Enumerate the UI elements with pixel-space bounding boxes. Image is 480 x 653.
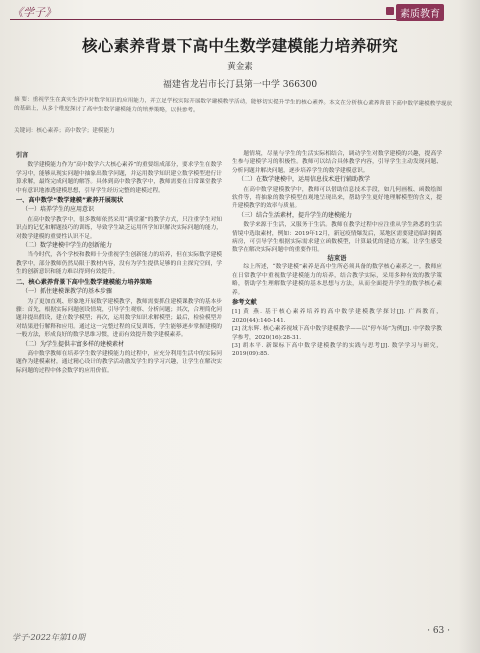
subsection-heading: （三）结合生活素材，提升学生的建模能力 xyxy=(238,211,353,219)
section-tag: 素质教育 xyxy=(396,4,444,21)
header-rule xyxy=(10,19,432,20)
section-heading: 一、高中数学“数学建模”素养开展现状 xyxy=(16,197,124,205)
right-column-body xyxy=(232,150,442,297)
article-author: 黄金素 xyxy=(227,62,253,72)
body-paragraph: 当今时代，各个学校和教师十分重视学生创新能力的培养，但在实际数学建模教学中，部分教师仍然局限于教材内容，没有为学生提供足够的自主探究空间，学生的创新意识和能力难以得到有效提升。 xyxy=(16,252,222,276)
body-paragraph: 题情境，尽量与学生的生活实际相结合，调动学生对数学建模的兴趣，提高学生参与建模学习的积极性。教师可以结合具体教学内容，引导学生主动发现问题、分析问题并解决问题，逐步培养学生的数学建模意识。 xyxy=(232,151,442,174)
body-paragraph: 为了更加直观、形象地开展数学建模教学，教师需要抓住建模课教学的基本步骤：首先，根据实际问题创设情境，引导学生观察、分析问题；其次，合理简化问题并提出假设，建立数学模型；再次，运用数学知识求解模型；最后，检验模型并对结果进行解释和应用。通过这一完整过程的反复训练，学生能够逐步掌握建模的一般方法，形成良好的数学思维习惯，进而有效提升数学建模素养。 xyxy=(16,298,222,339)
article-title: 核心素养背景下高中生数学建模能力培养研究 xyxy=(81,37,398,55)
body-paragraph: 数学建模能力作为“高中数学六大核心素养”的重要组成部分，要求学生在数学学习中，能够从现实问题中抽象出数学问题，并运用数学知识建立数学模型进行计算求解，最终完成问题的解答。具体到高中数学教学中，教师需要在日常课堂教学中有意识地渗透建模思想，引导学生经历完整的建模过程。 xyxy=(16,162,222,194)
author-affiliation: 福建省龙岩市长汀县第一中学 366300 xyxy=(162,80,318,90)
reference-item: [1] 黄 燕. 基于核心素养培养的高中数学建模教学探讨[J]. 广西教育，2020(44):140-141. xyxy=(232,309,442,324)
section-heading: 引言 xyxy=(16,152,29,159)
right-column xyxy=(232,150,442,359)
section-heading: 二、核心素养背景下高中生数学建模能力培养策略 xyxy=(16,278,153,286)
abstract: 摘 要：重视学生在真实生活中对数学知识的应用能力，并立足学校实际开展数学建模教学活动，能够切实提升学生的核心素养。本文在分析核心素养背景下高中数学建模教学现状的基础上，从多个维度探讨了高中生数学建模能力的培养策略，以供参考。 xyxy=(13,96,453,114)
journal-logo: 《学子》 xyxy=(12,6,56,19)
body-paragraph: 综上所述，“数学建模”素养是高中生所必须具备的数学核心素养之一。教师应在日常教学中重视数学建模能力的培养，结合教学实际，采用多种有效的教学策略，帮助学生理解数学建模的基本思想与方法，从而全面提升学生的数学核心素养。 xyxy=(232,264,442,296)
references-section xyxy=(232,299,442,359)
body-paragraph: 高中数学教师在培养学生数学建模能力的过程中，应充分利用生活中的实际问题作为建模素材，通过精心设计的教学活动激发学生的学习兴趣，让学生在解决实际问题的过程中体会数学的应用价值。 xyxy=(16,350,222,374)
keywords: 关键词：核心素养；高中数学；建模能力 xyxy=(14,128,115,134)
page-number: · 63 · xyxy=(427,626,450,636)
subsection-heading: （一）培养学生的应用意识 xyxy=(22,206,95,214)
left-column xyxy=(16,150,222,375)
section-heading: 结束语 xyxy=(327,254,347,262)
body-paragraph: 数学来源于生活，又服务于生活。教师在教学过程中应注重从学生熟悉的生活情境中选取素材，例如：2019年12月，新冠疫情爆发后，某地区需要建造临时隔离病房，可引导学生根据实际需求建立函数模型，计算最优的建造方案，让学生感受数学在解决实际问题中的重要作用。 xyxy=(232,222,442,254)
subsection-heading: （二）在数学建模中，运用信息技术进行辅助教学 xyxy=(238,176,371,184)
subsection-heading: （二）为学生提供丰富多样的建模素材 xyxy=(22,340,125,348)
references-title: 参考文献 xyxy=(232,298,257,306)
subsection-heading: （一）抓住建模课教学的基本步骤 xyxy=(22,288,113,296)
reference-item: [3] 胡本平. 新课标下高中数学建模教学的实践与思考[J]. 数学学习与研究，2019(09):85. xyxy=(232,342,442,358)
subsection-heading: （二）数学建模中学生的创新能力 xyxy=(22,242,113,250)
journal-issue: 学子·2022年第10期 xyxy=(12,633,86,642)
body-paragraph: 在高中数学建模教学中，教师可以借助信息技术手段，如几何画板、函数绘图软件等，将抽象的数学模型直观地呈现出来，帮助学生更好地理解模型的含义，提升建模教学的效率与质量。 xyxy=(232,186,442,210)
page-fold-shadow xyxy=(458,0,480,653)
reference-item: [2] 沈东辉. 核心素养视域下高中数学建模教学——以“停车场”为例[J]. 中学数学教学参考，2020(16):28-31. xyxy=(232,326,442,341)
body-paragraph: 在高中数学教学中，很多教师依然采用“满堂灌”的教学方式，只注重学生对知识点的记忆和解题技巧的训练，导致学生缺乏运用所学知识解决实际问题的能力，对数学建模的重要性认识不足。 xyxy=(16,216,222,240)
